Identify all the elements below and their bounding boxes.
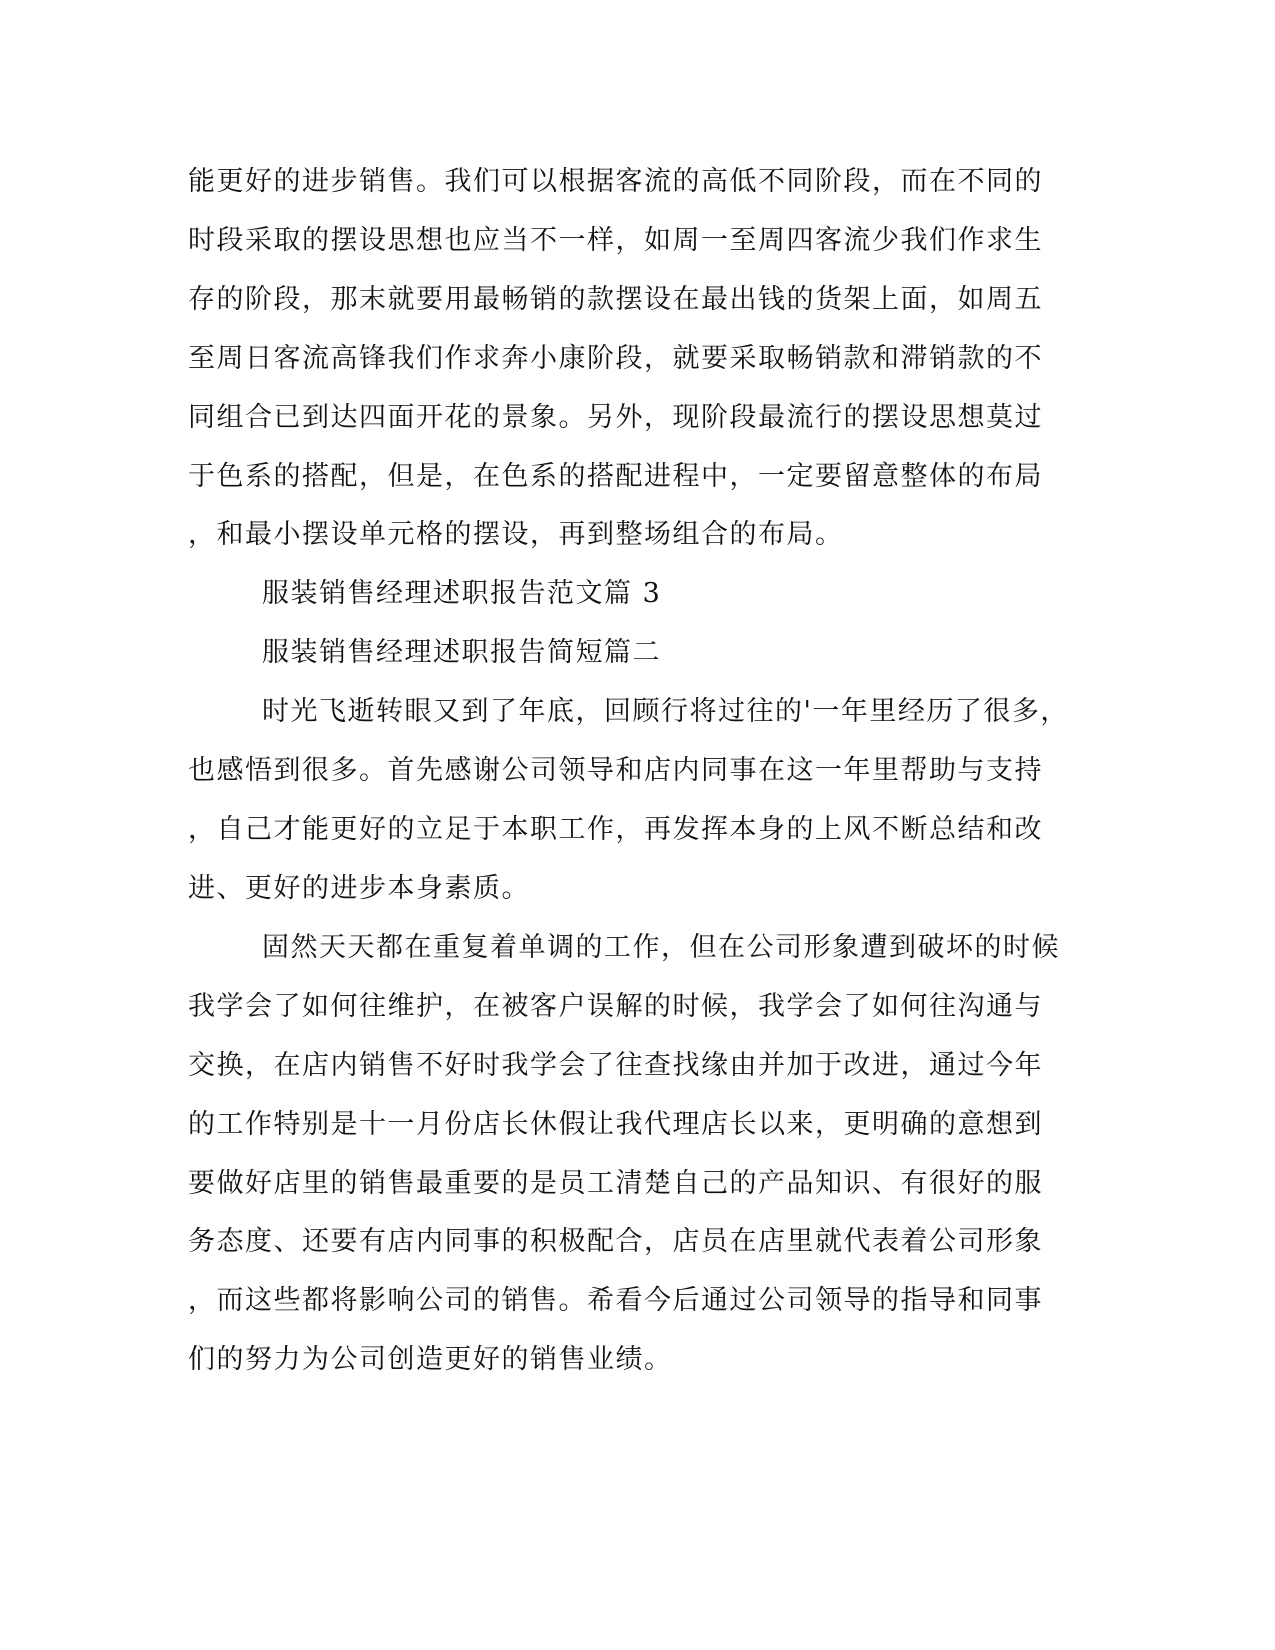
text-line: ，和最小摆设单元格的摆设，再到整场组合的布局。 [188, 519, 844, 550]
text-line: 同组合已到达四面开花的景象。另外，现阶段最流行的摆设思想莫过 [188, 402, 1043, 433]
text-line: 时光飞逝转眼又到了年底，回顾行将过往的'一年里经历了很多， [262, 696, 1069, 727]
section-heading: 服装销售经理述职报告简短篇二 [262, 637, 661, 668]
text-line: 于色系的搭配，但是，在色系的搭配进程中，一定要留意整体的布局 [188, 461, 1043, 492]
text-line: ，而这些都将影响公司的销售。希看今后通过公司领导的指导和同事 [188, 1285, 1043, 1316]
section-heading: 服装销售经理述职报告范文篇 3 [262, 578, 662, 609]
text-line: 务态度、还要有店内同事的积极配合，店员在店里就代表着公司形象 [188, 1226, 1043, 1257]
text-line: 固然天天都在重复着单调的工作，但在公司形象遭到破坏的时候 [262, 932, 1060, 963]
text-line: 也感悟到很多。首先感谢公司领导和店内同事在这一年里帮助与支持 [188, 755, 1043, 786]
text-line: 进、更好的进步本身素质。 [188, 873, 530, 904]
text-line: 时段采取的摆设思想也应当不一样，如周一至周四客流少我们作求生 [188, 225, 1043, 256]
text-line: 的工作特别是十一月份店长休假让我代理店长以来，更明确的意想到 [188, 1109, 1043, 1140]
text-line: 存的阶段，那末就要用最畅销的款摆设在最出钱的货架上面，如周五 [188, 284, 1043, 315]
text-line: 我学会了如何往维护，在被客户误解的时候，我学会了如何往沟通与 [188, 991, 1043, 1022]
text-line: 们的努力为公司创造更好的销售业绩。 [188, 1344, 673, 1375]
text-line: 交换，在店内销售不好时我学会了往查找缘由并加于改进，通过今年 [188, 1050, 1043, 1081]
text-line: 能更好的进步销售。我们可以根据客流的高低不同阶段，而在不同的 [188, 166, 1043, 197]
text-line: 要做好店里的销售最重要的是员工清楚自己的产品知识、有很好的服 [188, 1168, 1043, 1199]
text-line: ，自己才能更好的立足于本职工作，再发挥本身的上风不断总结和改 [188, 814, 1043, 845]
text-line: 至周日客流高锋我们作求奔小康阶段，就要采取畅销款和滞销款的不 [188, 343, 1043, 374]
